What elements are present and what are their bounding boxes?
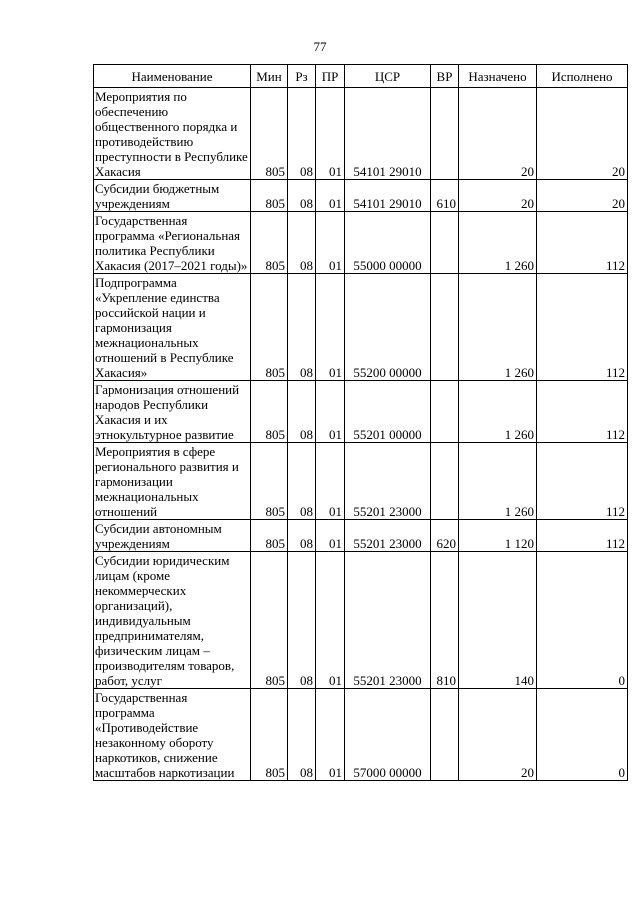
col-header-executed: Исполнено bbox=[537, 65, 628, 88]
col-header-name: Наименование bbox=[94, 65, 251, 88]
table-row bbox=[94, 180, 628, 212]
cell-executed: 20 bbox=[537, 88, 628, 180]
cell-pr: 01 bbox=[316, 88, 345, 180]
cell-executed: 112 bbox=[537, 443, 628, 520]
cell-executed: 0 bbox=[537, 689, 628, 781]
cell-csr: 55201 23000 bbox=[345, 443, 431, 520]
cell-csr: 54101 29010 bbox=[345, 88, 431, 180]
cell-pr: 01 bbox=[316, 212, 345, 274]
table-row bbox=[94, 520, 628, 552]
cell-rz: 08 bbox=[288, 443, 316, 520]
cell-rz: 08 bbox=[288, 274, 316, 381]
cell-min: 805 bbox=[251, 212, 288, 274]
cell-rz: 08 bbox=[288, 381, 316, 443]
cell-rz: 08 bbox=[288, 552, 316, 689]
cell-min: 805 bbox=[251, 689, 288, 781]
cell-rz: 08 bbox=[288, 520, 316, 552]
cell-name: Субсидии автономным учреждениям bbox=[94, 520, 251, 552]
table-row bbox=[94, 381, 628, 443]
table-row bbox=[94, 212, 628, 274]
cell-executed: 112 bbox=[537, 520, 628, 552]
cell-csr: 57000 00000 bbox=[345, 689, 431, 781]
cell-csr: 54101 29010 bbox=[345, 180, 431, 212]
cell-vr bbox=[431, 689, 459, 781]
cell-csr: 55201 23000 bbox=[345, 552, 431, 689]
table-row bbox=[94, 443, 628, 520]
table-body bbox=[94, 88, 628, 781]
cell-csr: 55201 23000 bbox=[345, 520, 431, 552]
table-row bbox=[94, 689, 628, 781]
cell-executed: 112 bbox=[537, 381, 628, 443]
cell-assigned: 1 260 bbox=[459, 212, 537, 274]
cell-assigned: 1 260 bbox=[459, 274, 537, 381]
cell-pr: 01 bbox=[316, 274, 345, 381]
cell-vr bbox=[431, 88, 459, 180]
table-row bbox=[94, 88, 628, 180]
cell-min: 805 bbox=[251, 443, 288, 520]
cell-executed: 112 bbox=[537, 274, 628, 381]
cell-name: Гармонизация отношений народов Республики Хакасия и их этнокультурное развитие bbox=[94, 381, 251, 443]
cell-vr bbox=[431, 381, 459, 443]
cell-vr bbox=[431, 212, 459, 274]
col-header-pr: ПР bbox=[316, 65, 345, 88]
page-number: 77 bbox=[313, 39, 327, 54]
cell-rz: 08 bbox=[288, 689, 316, 781]
cell-min: 805 bbox=[251, 381, 288, 443]
cell-name: Субсидии бюджетным учреждениям bbox=[94, 180, 251, 212]
cell-executed: 112 bbox=[537, 212, 628, 274]
cell-pr: 01 bbox=[316, 381, 345, 443]
col-header-assigned: Назначено bbox=[459, 65, 537, 88]
cell-assigned: 1 260 bbox=[459, 381, 537, 443]
cell-rz: 08 bbox=[288, 88, 316, 180]
cell-pr: 01 bbox=[316, 552, 345, 689]
cell-name: Мероприятия по обеспечению общественного порядка и противодействию преступности в Республике Хакасия bbox=[94, 88, 251, 180]
cell-rz: 08 bbox=[288, 180, 316, 212]
cell-assigned: 20 bbox=[459, 689, 537, 781]
cell-vr: 620 bbox=[431, 520, 459, 552]
cell-min: 805 bbox=[251, 552, 288, 689]
cell-vr bbox=[431, 274, 459, 381]
col-header-vr: ВР bbox=[431, 65, 459, 88]
cell-name: Государственная программа «Противодействие незаконному обороту наркотиков, снижение масштабов наркотизации bbox=[94, 689, 251, 781]
table-row bbox=[94, 274, 628, 381]
col-header-rz: Рз bbox=[288, 65, 316, 88]
cell-assigned: 140 bbox=[459, 552, 537, 689]
cell-name: Государственная программа «Региональная политика Республики Хакасия (2017–2021 годы)» bbox=[94, 212, 251, 274]
cell-min: 805 bbox=[251, 274, 288, 381]
cell-csr: 55201 00000 bbox=[345, 381, 431, 443]
cell-assigned: 20 bbox=[459, 180, 537, 212]
cell-assigned: 20 bbox=[459, 88, 537, 180]
cell-assigned: 1 120 bbox=[459, 520, 537, 552]
cell-pr: 01 bbox=[316, 180, 345, 212]
cell-min: 805 bbox=[251, 88, 288, 180]
table-header-row bbox=[94, 65, 628, 88]
cell-min: 805 bbox=[251, 520, 288, 552]
cell-pr: 01 bbox=[316, 443, 345, 520]
cell-pr: 01 bbox=[316, 689, 345, 781]
cell-vr bbox=[431, 443, 459, 520]
cell-csr: 55000 00000 bbox=[345, 212, 431, 274]
cell-vr: 810 bbox=[431, 552, 459, 689]
cell-name: Подпрограмма «Укрепление единства российской нации и гармонизация межнациональных отношений в Республике Хакасия» bbox=[94, 274, 251, 381]
cell-name: Субсидии юридическим лицам (кроме некоммерческих организаций), индивидуальным предпринимателям, физическим лицам – производителям товаров, работ, услуг bbox=[94, 552, 251, 689]
cell-min: 805 bbox=[251, 180, 288, 212]
cell-assigned: 1 260 bbox=[459, 443, 537, 520]
cell-name: Мероприятия в сфере регионального развития и гармонизации межнациональных отношений bbox=[94, 443, 251, 520]
budget-table bbox=[93, 64, 628, 781]
cell-csr: 55200 00000 bbox=[345, 274, 431, 381]
cell-executed: 20 bbox=[537, 180, 628, 212]
cell-vr: 610 bbox=[431, 180, 459, 212]
table-row bbox=[94, 552, 628, 689]
cell-rz: 08 bbox=[288, 212, 316, 274]
col-header-min: Мин bbox=[251, 65, 288, 88]
col-header-csr: ЦСР bbox=[345, 65, 431, 88]
cell-executed: 0 bbox=[537, 552, 628, 689]
cell-pr: 01 bbox=[316, 520, 345, 552]
